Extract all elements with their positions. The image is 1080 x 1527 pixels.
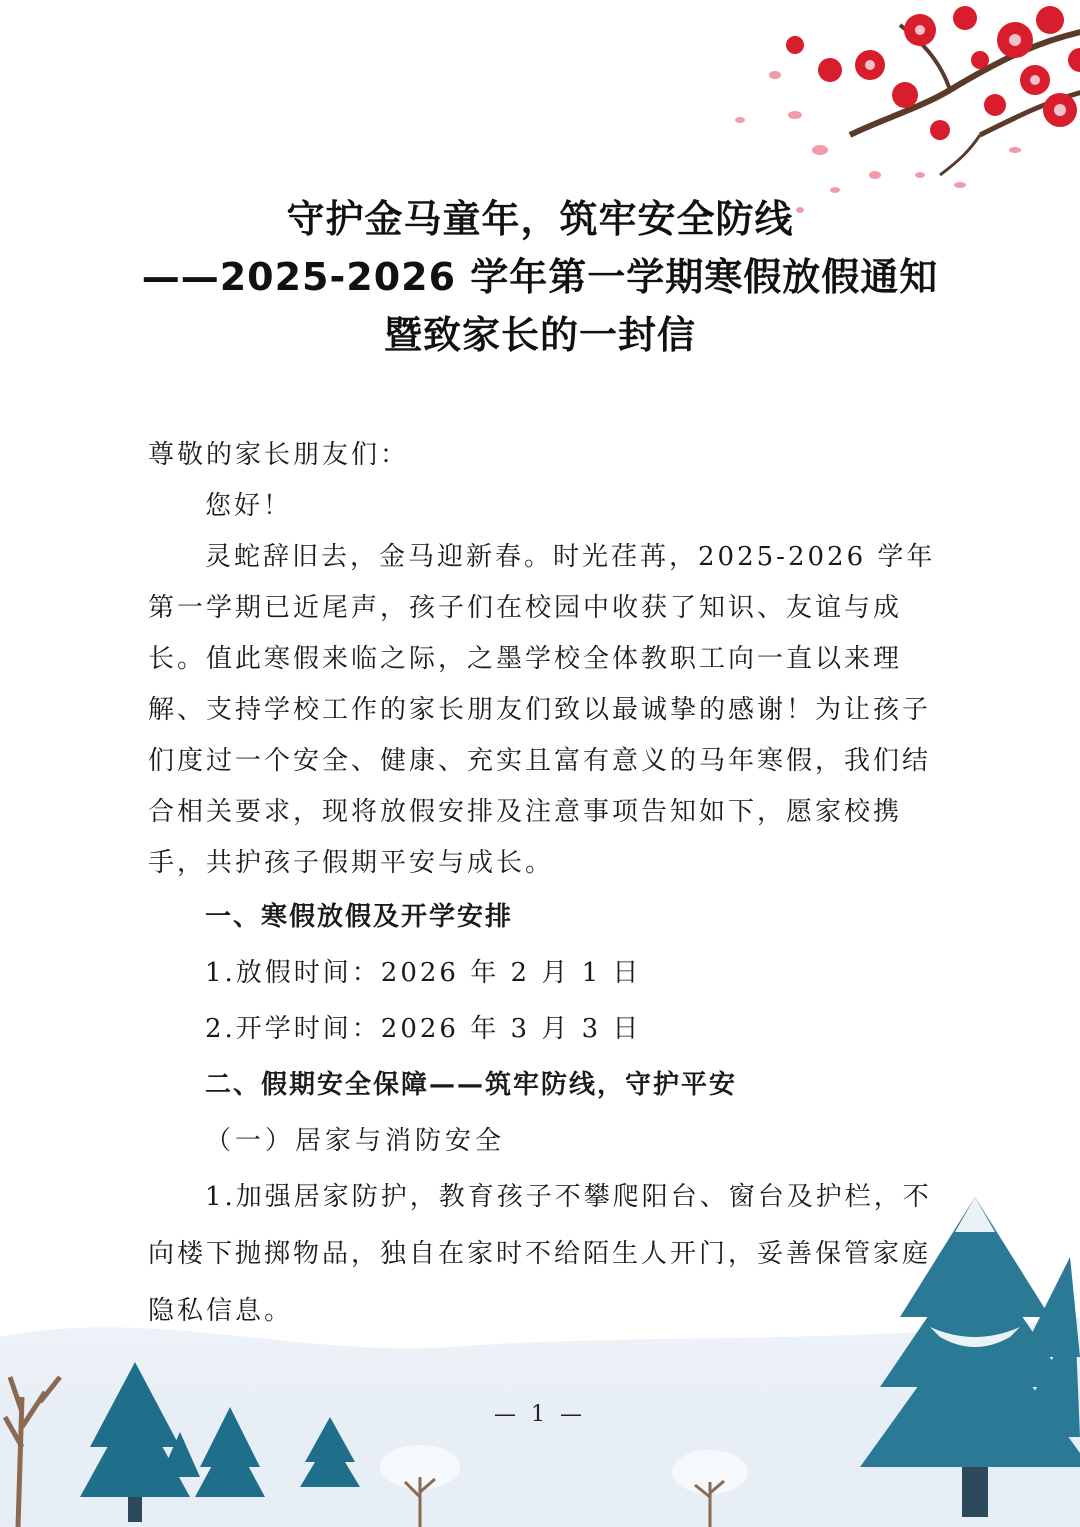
home-safety-paragraph: 1.加强居家防护，教育孩子不攀爬阳台、窗台及护栏，不向楼下抛掷物品，独自在家时不给陌生人开门，妥善保管家庭隐私信息。 — [148, 1182, 932, 1326]
intro-paragraph: 灵蛇辞旧去，金马迎新春。时光荏苒，2025-2026 学年第一学期已近尾声，孩子们在校园中收获了知识、友谊与成长。值此寒假来临之际，之墨学校全体教职工向一直以来理解、支持学校工作的家长朋友们致以最诚挚的感谢！为让孩子们度过一个安全、健康、充实且富有意义的马年寒假，我们结合相关要求，现将放假安排及注意事项告知如下，愿家校携手，共护孩子假期平安与成长。 — [148, 542, 936, 878]
greeting: 您好！ — [205, 491, 293, 521]
page-number: — 1 — — [494, 1402, 586, 1427]
document-title — [0, 190, 1080, 364]
title-line-1: 守护金马童年，筑牢安全防线 — [286, 197, 794, 241]
title-line-3: 暨致家长的一封信 — [383, 313, 696, 357]
section-heading-safety: 二、假期安全保障——筑牢防线，守护平安 — [205, 1070, 738, 1100]
section-heading-schedule: 一、寒假放假及开学安排 — [205, 902, 514, 932]
subsection-heading-home-fire-safety: （一）居家与消防安全 — [205, 1126, 506, 1156]
title-line-2: ——2025-2026 学年第一学期寒假放假通知 — [141, 255, 939, 299]
salutation: 尊敬的家长朋友们： — [148, 440, 410, 470]
list-item-holiday-start: 1.放假时间：2026 年 2 月 1 日 — [205, 958, 642, 988]
list-item-school-start: 2.开学时间：2026 年 3 月 3 日 — [205, 1014, 642, 1044]
letter-body — [148, 430, 958, 1340]
